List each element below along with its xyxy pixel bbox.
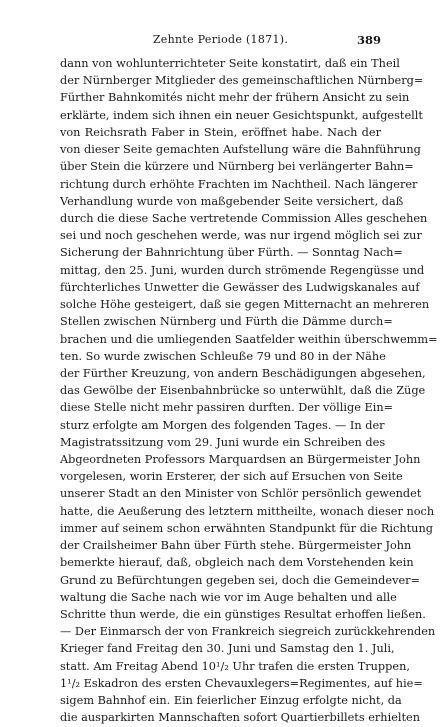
page-number: 389 — [356, 33, 381, 47]
text-line: mittag, den 25. Juni, wurden durch strömende Regengüsse und — [60, 263, 425, 277]
text-line: unserer Stadt an den Minister von Schlör persönlich gewendet — [60, 487, 422, 501]
text-line: Krieger fand Freitag den 30. Juni und Samstag den 1. Juli, — [60, 642, 395, 656]
text-line: solche Höhe gesteigert, daß sie gegen Mitternacht an mehreren — [60, 298, 430, 312]
text-line: das Gewölbe der Eisenbahnbrücke so unterwühlt, daß die Züge — [60, 384, 426, 398]
text-line: brachen und die umliegenden Saatfelder weithin überschwemm= — [60, 332, 438, 346]
text-line: dann von wohlunterrichteter Seite konstatirt, daß ein Theil — [60, 57, 400, 70]
text-line: der Nürnberger Mitglieder des gemeinschaftlichen Nürnberg= — [60, 74, 424, 88]
text-line: — Der Einmarsch der von Frankreich siegreich zurückkehrenden — [60, 625, 436, 639]
text-line: richtung durch erhöhte Frachten im Nachtheil. Nach längerer — [60, 177, 418, 191]
text-line: sturz erfolgte am Morgen des folgenden Tages. — In der — [60, 418, 385, 432]
text-line: der Crailsheimer Bahn über Fürth stehe. Bürgermeister John — [60, 539, 412, 553]
text-line: sigem Bahnhof ein. Ein feierlicher Einzug erfolgte nicht, da — [60, 694, 402, 708]
text-line: Stellen zwischen Nürnberg und Fürth die Dämme durch= — [60, 315, 393, 329]
text-line: hatte, die Aeußerung des letztern mittheilte, wonach dieser noch — [60, 504, 435, 518]
text-line: Grund zu Befürchtungen gegeben sei, doch die Gemeindever= — [60, 573, 421, 587]
text-line: statt. Am Freitag Abend 10¹/₂ Uhr trafen die ersten Truppen, — [60, 659, 410, 673]
text-line: Sicherung der Bahnrichtung über Fürth. — Sonntag Nach= — [60, 246, 403, 260]
page-header — [60, 33, 381, 49]
text-line: fürchterliches Unwetter die Gewässer des Ludwigskanales auf — [60, 280, 420, 294]
text-line: bemerkte hierauf, daß, obgleich nach dem Vorstehenden kein — [60, 556, 414, 570]
text-line: diese Stelle nicht mehr passiren durften. Der völlige Ein= — [60, 401, 394, 415]
text-line: von dieser Seite gemachten Aufstellung wäre die Bahnführung — [60, 143, 421, 157]
text-line: Abgeordneten Professors Marquardsen an Bürgermeister John — [60, 453, 421, 467]
text-line: vorgelesen, worin Ersterer, der sich auf Ersuchen von Seite — [60, 470, 403, 484]
text-line: waltung die Sache nach wie vor im Auge behalten und alle — [60, 590, 397, 604]
text-line: über Stein die kürzere und Nürnberg bei verlängerter Bahn= — [60, 160, 414, 174]
text-line: immer auf seinem schon erwähnten Standpunkt für die Richtung — [60, 521, 433, 535]
text-line: die ausparkirten Mannschaften sofort Quartierbillets erhielten — [60, 711, 420, 725]
running-head: Zehnte Periode (1871). — [152, 33, 289, 46]
text-line: Schritte thun werde, die ein günstiges Resultat erhoffen ließen. — [60, 608, 426, 621]
text-line: sei und noch geschehen werde, was nur irgend möglich sei zur — [60, 229, 422, 243]
text-line: Fürther Bahnkomités nicht mehr der frühern Ansicht zu sein — [60, 91, 410, 105]
text-line: erklärte, indem sich ihnen ein neuer Gesichtspunkt, aufgestellt — [60, 108, 423, 122]
text-line: Magistratssitzung vom 29. Juni wurde ein Schreiben des — [60, 435, 386, 449]
text-line: der Fürther Kreuzung, von andern Beschädigungen abgesehen, — [60, 366, 426, 380]
text-line: ten. So wurde zwischen Schleuße 79 und 80 in der Nähe — [60, 349, 386, 363]
text-line: durch die diese Sache vertretende Commission Alles geschehen — [60, 211, 428, 225]
text-line: Verhandlung wurde von maßgebender Seite versichert, daß — [60, 194, 404, 208]
text-line: 1¹/₂ Eskadron des ersten Chevauxlegers=Regimentes, auf hie= — [60, 676, 423, 690]
body-text — [60, 55, 438, 727]
text-line: von Reichsrath Faber in Stein, eröffnet habe. Nach der — [60, 125, 381, 139]
